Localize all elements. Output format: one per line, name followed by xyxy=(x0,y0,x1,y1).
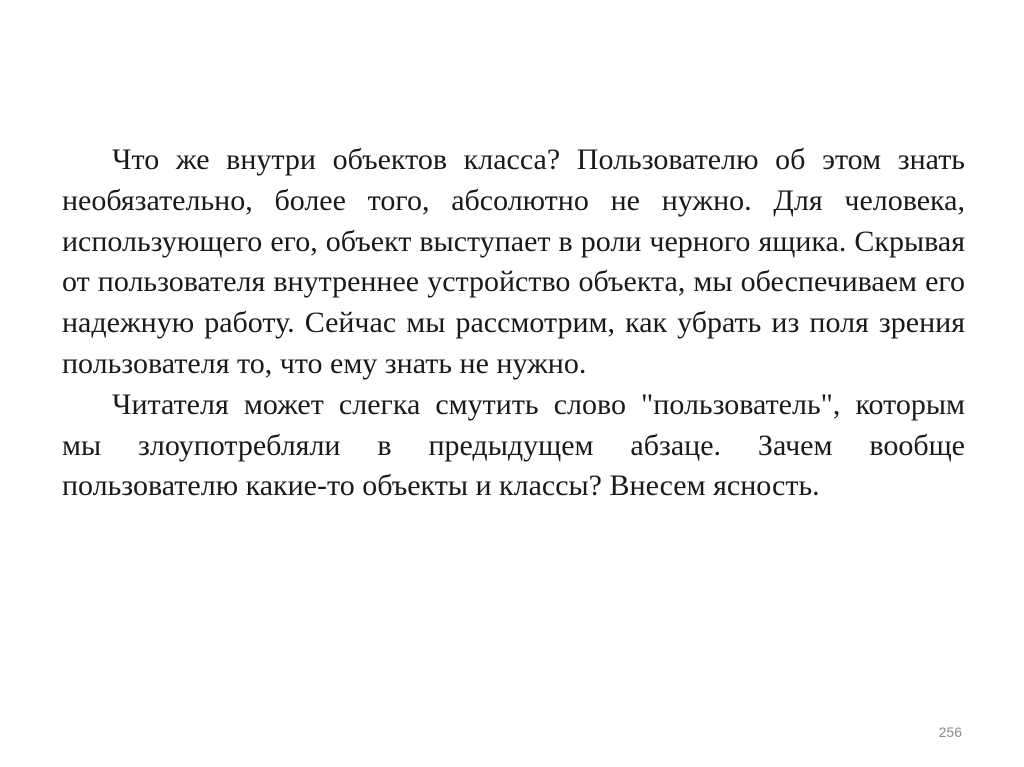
page-number: 256 xyxy=(938,724,962,740)
paragraph-2: Читателя может слегка смутить слово "пользователь", которым мы злоупотребляли в предыдущем абзаце. Зачем вообще пользователю какие-то объекты и классы? Внесем ясность. xyxy=(62,387,965,503)
body-text xyxy=(62,140,965,507)
paragraph-1: Что же внутри объектов класса? Пользователю об этом знать необязательно, более того, абсолютно не нужно. Для человека, использующего его, объект выступает в роли черного ящика. Скрывая от пользователя внутреннее устройство объекта, мы обеспечиваем его надежную работу. Сейчас мы рассмотрим, как убрать из поля зрения пользователя то, что ему знать не нужно. xyxy=(62,143,965,380)
